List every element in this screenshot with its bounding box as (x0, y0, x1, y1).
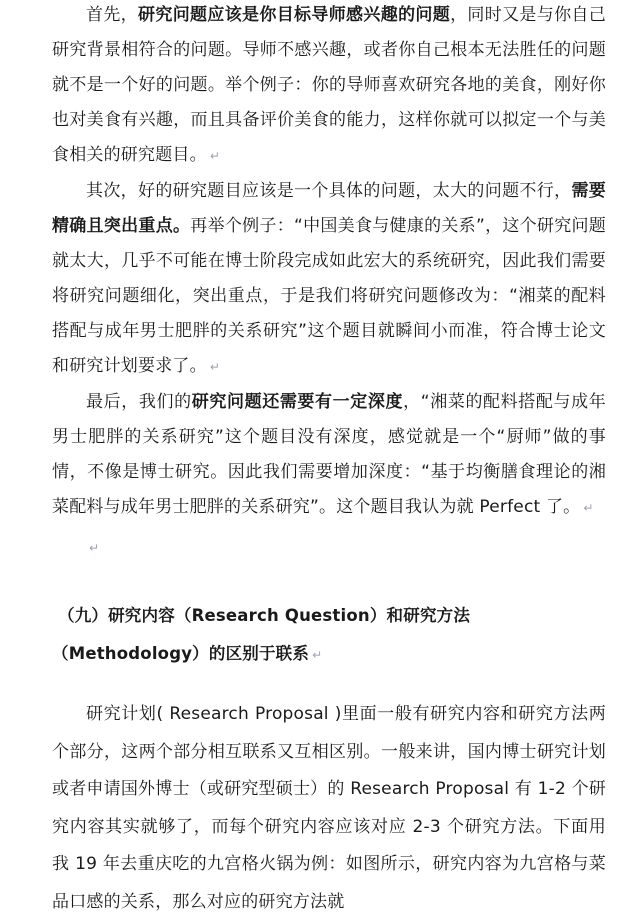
paragraph-2 (52, 174, 606, 385)
p2-bold-text: 需要精确且突出重点。 (52, 181, 606, 236)
p1-body-text: ，同时又是与你自己研究背景相符合的问题。导师不感兴趣，或者你自己根本无法胜任的问题就不是一个好的问题。举个例子：你的导师喜欢研究各地的美食，刚好你也对美食有兴趣，而且具备评价美食的能力，这样你就可以拟定一个与美食相关的研究题目。 (52, 5, 606, 165)
paragraph-mark-icon: ↵ (209, 149, 221, 163)
empty-paragraph (52, 530, 606, 565)
section-heading (52, 597, 606, 674)
paragraph-mark-icon: ↵ (583, 501, 594, 515)
p1-lead-text: 首先， (86, 5, 139, 25)
p1-bold-text: 研究问题应该是你目标导师感兴趣的问题 (138, 5, 451, 25)
p4-body-text: 研究计划( Research Proposal )里面一般有研究内容和研究方法两个部分，这两个部分相互联系又互相区别。一般来讲，国内博士研究计划或者申请国外博士（或研究型硕士）的 Research Proposal 有 1-2 个研究内容其实就够了，而每个研究内容应该对应 2-3 个研究方法。下面用我 19 年去重庆吃的九宫格火锅为例：如图所示，研究内容为九宫格与菜品口感的关系，那么对应的研究方法就 (52, 704, 606, 912)
p3-lead-text: 最后，我们的 (86, 392, 192, 412)
p2-body-text: 再举个例子：“中国美食与健康的关系”，这个研究问题就太大，几乎不可能在博士阶段完成如此宏大的系统研究，因此我们需要将研究问题细化，突出重点，于是我们将研究问题修改为：“湘菜的配料搭配与成年男士肥胖的关系研究”这个题目就瞬间小而准，符合博士论文和研究计划要求了。 (52, 216, 606, 376)
p3-bold-text: 研究问题还需要有一定深度 (191, 392, 404, 412)
paragraph-mark-icon: ↵ (312, 648, 323, 662)
section-heading-text: （九）研究内容（Research Question）和研究方法（Methodology）的区别于联系 (52, 606, 471, 663)
p2-lead-text: 其次，好的研究题目应该是一个具体的问题，太大的问题不行， (86, 181, 572, 201)
paragraph-1 (52, 0, 606, 174)
paragraph-4 (52, 696, 606, 921)
paragraph-mark-icon: ↵ (89, 541, 100, 555)
p3-body-text: ，“湘菜的配料搭配与成年男士肥胖的关系研究”这个题目没有深度，感觉就是一个“厨师”做的事情，不像是博士研究。因此我们需要增加深度：“基于均衡膳食理论的湘菜配料与成年男士肥胖的关系研究”。这个题目我认为就 Perfect 了。 (52, 392, 606, 517)
paragraph-3 (52, 385, 606, 526)
paragraph-mark-icon: ↵ (209, 360, 221, 374)
